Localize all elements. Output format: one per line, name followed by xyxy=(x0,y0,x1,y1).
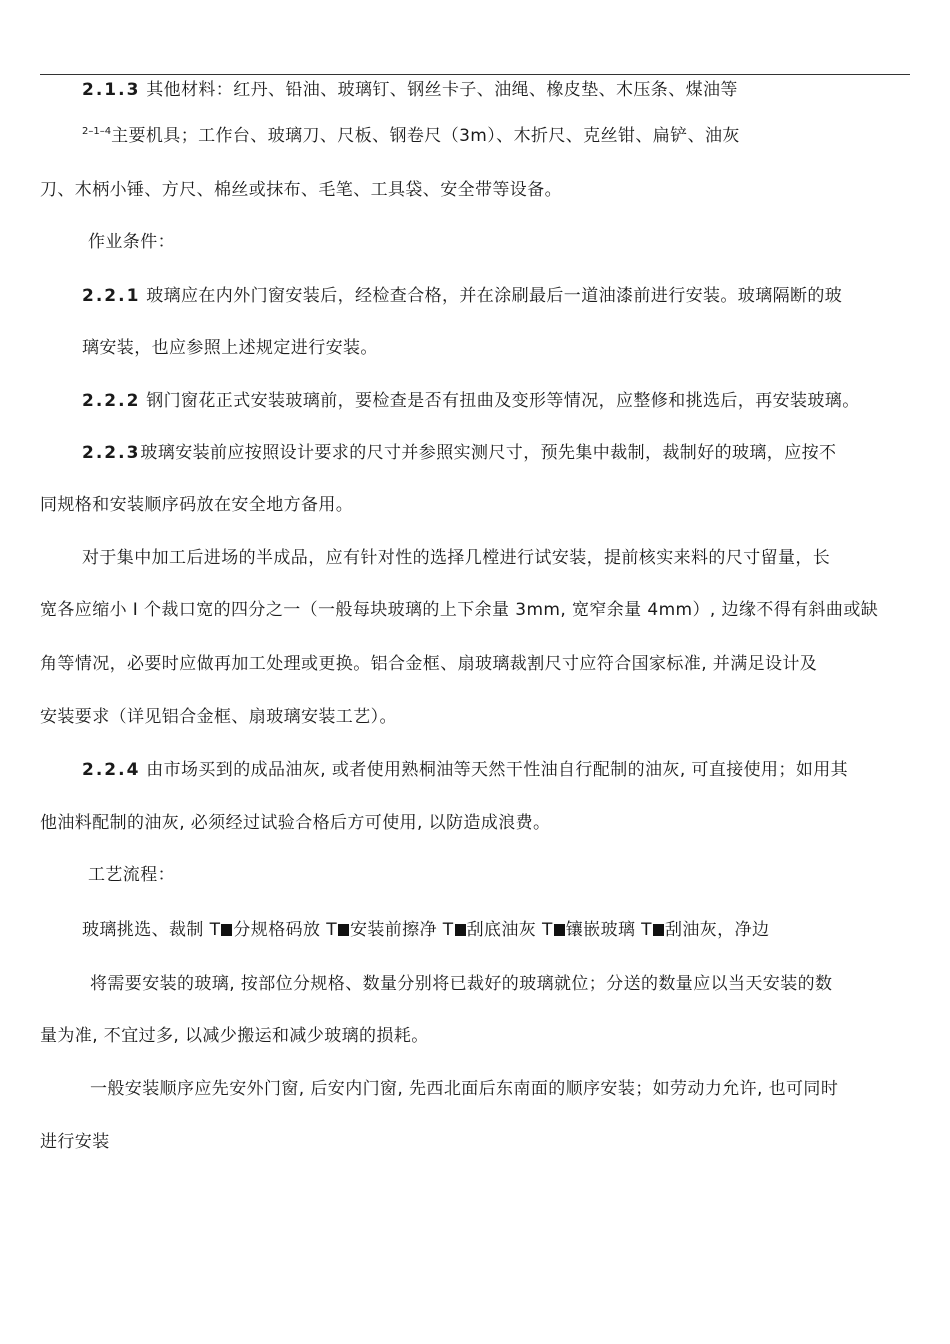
paragraph-continuation: 璃安装，也应参照上述规定进行安装。 xyxy=(82,338,378,358)
paragraph-continuation: 量为准, 不宜过多, 以减少搬运和减少玻璃的损耗。 xyxy=(40,1026,429,1046)
paragraph-install-order: 一般安装顺序应先安外门窗, 后安内门窗, 先西北面后东南面的顺序安装；如劳动力允许, 也可同时 xyxy=(90,1079,839,1099)
arrow-block-icon xyxy=(554,924,565,936)
flow-step: 玻璃挑选、裁制 T xyxy=(82,920,221,940)
arrow-block-icon xyxy=(653,924,664,936)
section-number: 2.2.4 xyxy=(82,760,141,780)
paragraph-text: 主要机具；工作台、玻璃刀、尺板、钢卷尺（3m）、木折尺、克丝钳、扁铲、油灰 xyxy=(111,126,740,146)
flow-step: 安装前擦净 T xyxy=(349,920,454,940)
paragraph-text: 由市场买到的成品油灰, 或者使用熟桐油等天然干性油自行配制的油灰, 可直接使用；如用其 xyxy=(140,760,849,780)
paragraph-2-2-2 xyxy=(82,389,860,413)
flow-step: 分规格码放 T xyxy=(233,920,337,940)
paragraph-continuation: 安装要求（详见铝合金框、扇玻璃安装工艺）。 xyxy=(40,707,397,727)
paragraph-continuation: 宽各应缩小 I 个裁口宽的四分之一（一般每块玻璃的上下余量 3mm, 宽窄余量 4mm）, 边缘不得有斜曲或缺 xyxy=(40,600,879,620)
arrow-block-icon xyxy=(338,924,349,936)
flow-step: 刮底油灰 T xyxy=(466,920,553,940)
section-heading-conditions: 作业条件： xyxy=(88,232,175,252)
paragraph-text: 其他材料：红丹、铅油、玻璃钉、钢丝卡子、油绳、橡皮垫、木压条、煤油等 xyxy=(140,80,738,100)
paragraph-continuation: 进行安装 xyxy=(40,1132,110,1152)
paragraph-2-1-4 xyxy=(82,124,740,151)
section-number: 2.2.3 xyxy=(82,443,141,463)
paragraph-continuation: 他油料配制的油灰, 必须经过试验合格后方可使用, 以防造成浪费。 xyxy=(40,813,551,833)
paragraph-2-2-1 xyxy=(82,284,842,308)
paragraph-continuation: 刀、木柄小锤、方尺、棉丝或抹布、毛笔、工具袋、安全带等设备。 xyxy=(40,180,562,200)
paragraph-2-2-3 xyxy=(82,441,836,465)
section-number: 2.2.1 xyxy=(82,286,141,306)
paragraph-text: 钢门窗花正式安装玻璃前，要检查是否有扭曲及变形等情况，应整修和挑选后，再安装玻璃。 xyxy=(140,391,860,411)
flow-step: 镶嵌玻璃 T xyxy=(565,920,652,940)
section-number: 2.1.3 xyxy=(82,80,141,100)
section-superscript: 2–1–4 xyxy=(82,126,112,137)
paragraph-text: 玻璃应在内外门窗安装后，经检查合格，并在涂刷最后一道油漆前进行安装。玻璃隔断的玻 xyxy=(140,286,843,306)
flow-step: 刮油灰，净边 xyxy=(664,920,770,940)
paragraph-distribution: 将需要安装的玻璃, 按部位分规格、数量分别将已裁好的玻璃就位；分送的数量应以当天安装的数 xyxy=(90,974,833,994)
header-rule xyxy=(40,74,910,75)
paragraph-continuation: 角等情况，必要时应做再加工处理或更换。铝合金框、扇玻璃裁割尺寸应符合国家标准, 并满足设计及 xyxy=(40,654,818,674)
section-number: 2.2.2 xyxy=(82,391,141,411)
arrow-block-icon xyxy=(455,924,466,936)
paragraph-2-1-3 xyxy=(82,78,738,102)
process-flow xyxy=(82,918,769,942)
section-heading-process: 工艺流程： xyxy=(88,865,175,885)
paragraph-continuation: 同规格和安装顺序码放在安全地方备用。 xyxy=(40,495,354,515)
arrow-block-icon xyxy=(221,924,232,936)
paragraph-2-2-4 xyxy=(82,758,848,782)
paragraph-semi-finished: 对于集中加工后进场的半成品，应有针对性的选择几樘进行试安装，提前核实来料的尺寸留量，长 xyxy=(82,548,831,568)
paragraph-text: 玻璃安装前应按照设计要求的尺寸并参照实测尺寸，预先集中裁制，裁制好的玻璃，应按不 xyxy=(140,443,837,463)
